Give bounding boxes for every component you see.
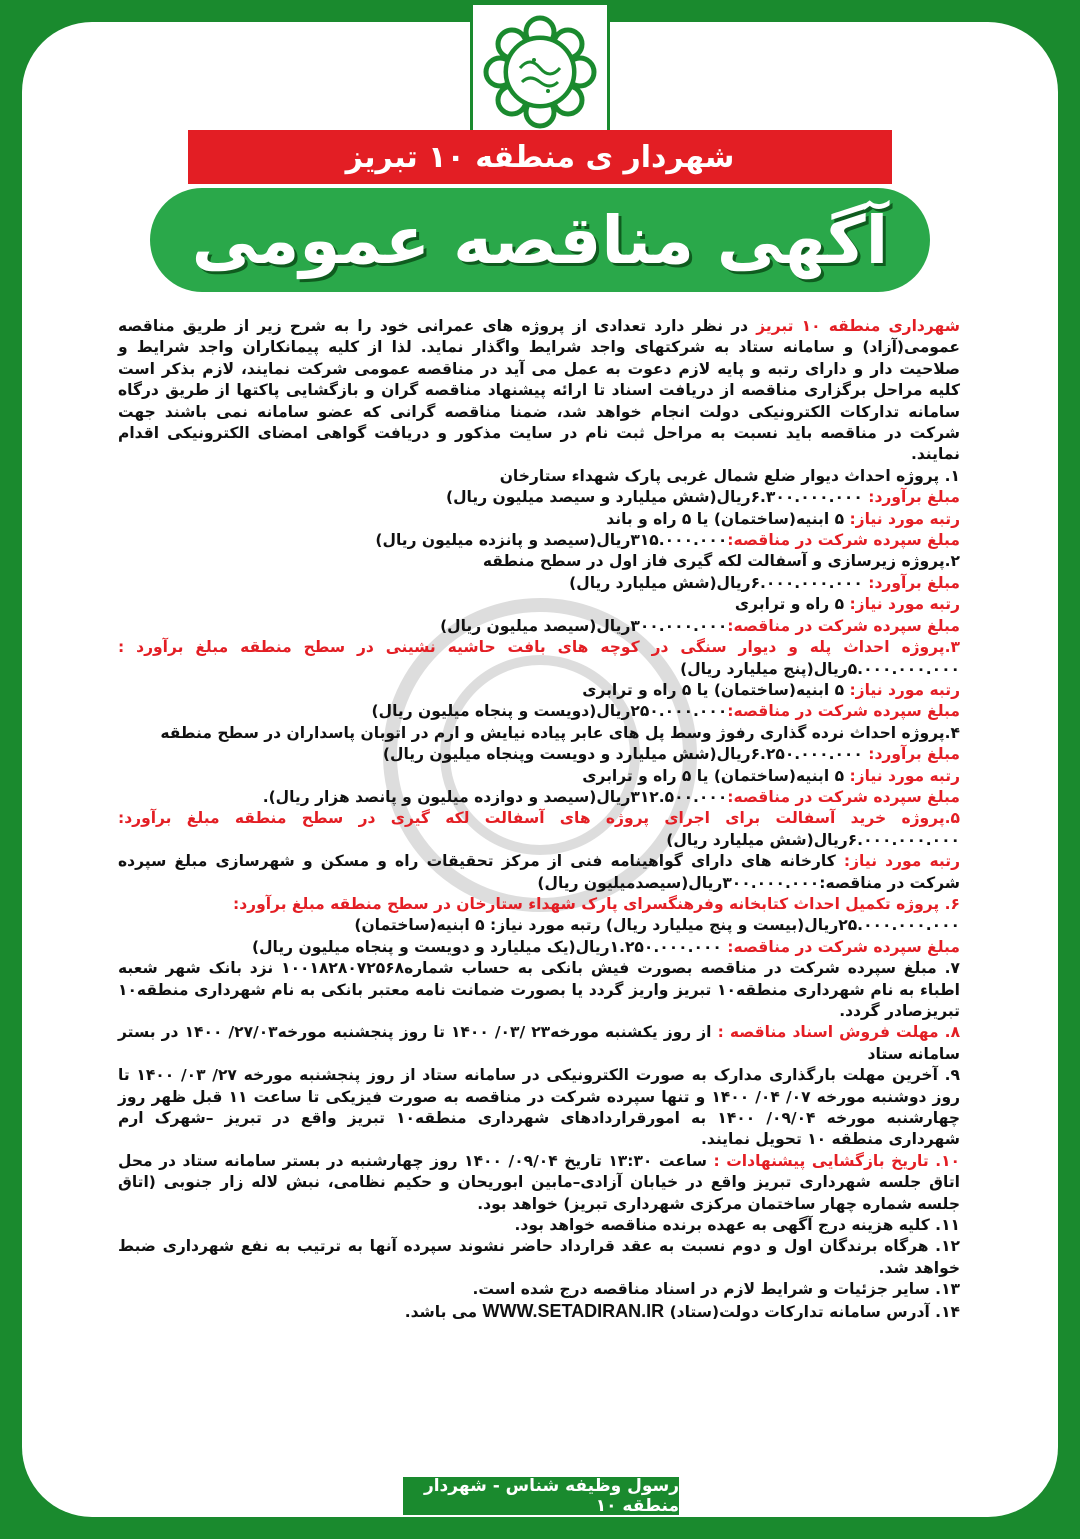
org-banner: شهردار ی منطقه ۱۰ تبریز: [188, 130, 892, 184]
project-4-estimate: مبلغ برآورد: ۶.۲۵۰.۰۰۰.۰۰۰ریال(شش میلیارد و دویست وپنجاه میلیون ریال): [382, 745, 960, 764]
municipality-logo: [470, 2, 610, 142]
project-2-rank: رتبه مورد نیاز: ۵ راه و ترابری: [734, 595, 960, 614]
clause-14: ۱۴. آدرس سامانه تدارکات دولت(ستاد) WWW.SETADIRAN.IR می باشد.: [404, 1300, 960, 1321]
signature-box: رسول وظیفه شناس - شهردار منطقه ۱۰: [403, 1477, 679, 1515]
clause-9: ۹. آخرین مهلت بارگذاری مدارک به صورت الکترونیکی در سامانه ستاد از روز پنجشنبه مورخه ۲۷/ ۰۳/ ۱۴۰۰ تا روز دوشنبه مورخه ۰۷/ ۰۴/ ۱۴۰۰ و تنها سپرده شرکت در مناقصه به صورت فیزیکی تا ساعت ۱۱ قبل ظهر روز چهارشنبه مورخه ۰۹/۰۴/ ۱۴۰۰ به امورقراردادهای شهرداری منطقه۱۰ تبریز واقع در تبریز –شهرک ارم شهرداری منطقه ۱۰ تحویل نمایند.: [118, 1066, 960, 1149]
project-1-estimate: مبلغ برآورد: ۶.۳۰۰.۰۰۰.۰۰۰ریال(شش میلیارد و سیصد میلیون ریال): [446, 488, 960, 507]
project-6-title: ۶. پروژه تکمیل احداث کتابخانه وفرهنگسرای پارک شهداء ستارخان در سطح منطقه مبلغ برآورد:: [233, 894, 960, 913]
project-4-deposit: مبلغ سپرده شرکت در مناقصه:۳۱۲.۵۰۰.۰۰۰ریال(سیصد و دوازده میلیون و پانصد هزار ریال).: [262, 787, 960, 806]
org-name: شهرداری منطقه ۱۰ تبریز: [756, 317, 960, 335]
project-3-deposit: مبلغ سپرده شرکت در مناقصه:۲۵۰.۰۰۰.۰۰۰ریال(دویست و پنجاه میلیون ریال): [371, 702, 960, 721]
project-1-deposit: مبلغ سپرده شرکت در مناقصه:۳۱۵.۰۰۰.۰۰۰ریال(سیصد و پانزده میلیون ریال): [375, 531, 960, 550]
project-4-rank: رتبه مورد نیاز: ۵ ابنیه(ساختمان) یا ۵ راه و ترابری: [582, 766, 960, 785]
notice-title: آگهی مناقصه عمومی: [150, 188, 930, 292]
intro-text: در نظر دارد تعدادی از پروژه های عمرانی خود را به شرح زیر از طریق مناقصه عمومی(آزاد) و سامانه ستاد به شرکتهای واجد شرایط واگذار نماید. لذا از کلیه پیمانکاران واجد شرایط و صلاحیت دار و دارای رتبه و پایه لازم دعوت به عمل می آید در مناقصه عمومی شرکت نمایند، لازم بذکر است کلیه مراحل برگزاری مناقصه از دریافت اسناد تا ارائه پیشنهاد مناقصه گران و بازگشایی پاکتها از طریق درگاه سامانه تدارکات الکترونیکی دولت انجام خواهد شد، ضمنا مناقصه گرانی که عضو سامانه نمی باشند جهت شرکت در مناقصه باید نسبت به مراحل ثبت نام در سایت مذکور و دریافت گواهی امضای الکترونیکی اقدام نمایند.: [118, 317, 960, 464]
project-1-title: ۱. پروژه احداث دیوار ضلع شمال غربی پارک شهداء ستارخان: [499, 466, 960, 485]
project-2-title: ۲.پروژه زیرسازی و آسفالت لکه گیری فاز اول در سطح منطقه: [482, 552, 960, 571]
notice-body: [118, 316, 960, 1323]
clause-7: ۷. مبلغ سپرده شرکت در مناقصه بصورت فیش بانکی به حساب شماره۱۰۰۱۸۲۸۰۷۲۵۶۸ نزد بانک شهر شعبه اطباء به نام شهرداری منطقه۱۰ تبریز واریز گردد یا بصورت ضمانت نامه معتبر بانکی به نام شهرداری منطقه۱۰ تبریزصادر گردد.: [118, 959, 960, 1020]
project-5-title: ۵.پروژه خرید آسفالت برای اجرای پروژه های آسفالت لکه گیری در سطح منطقه مبلغ برآورد: ۶.۰۰۰.۰۰۰.۰۰۰ریال(شش میلیارد ریال): [118, 809, 960, 849]
clause-11: ۱۱. کلیه هزینه درج آگهی به عهده برنده مناقصه خواهد بود.: [514, 1216, 960, 1235]
project-2-deposit: مبلغ سپرده شرکت در مناقصه:۳۰۰.۰۰۰.۰۰۰ریال(سیصد میلیون ریال): [440, 616, 960, 635]
clause-13: ۱۳. سایر جزئیات و شرایط لازم در اسناد مناقصه درج شده است.: [472, 1280, 960, 1299]
project-1-rank: رتبه مورد نیاز: ۵ ابنیه(ساختمان) یا ۵ راه و باند: [606, 509, 960, 528]
intro-paragraph: [118, 316, 960, 466]
clause-12: ۱۲. هرگاه برندگان اول و دوم نسبت به عقد قرارداد حاضر نشوند سپرده آنها به ترتیب به نفع شهرداری ضبط خواهد شد.: [118, 1237, 960, 1277]
clause-8: ۸. مهلت فروش اسناد مناقصه : از روز یکشنبه مورخه۲۳ /۰۳/ ۱۴۰۰ تا روز پنجشنبه مورخه۲۷/۰۳/ ۱۴۰۰ در بستر سامانه ستاد: [118, 1023, 961, 1063]
project-3-rank: رتبه مورد نیاز: ۵ ابنیه(ساختمان) یا ۵ راه و ترابری: [582, 680, 960, 699]
project-6-estimate: ۲۵.۰۰۰.۰۰۰.۰۰۰ریال(بیست و پنج میلیارد ریال) رتبه مورد نیاز: ۵ ابنیه(ساختمان): [354, 916, 960, 935]
project-6-deposit: مبلغ سپرده شرکت در مناقصه: ۱.۲۵۰.۰۰۰.۰۰۰ریال(یک میلیارد و دویست و پنجاه میلیون ریال): [252, 937, 960, 956]
clause-10: ۱۰. تاریخ بازگشایی پیشنهادات : ساعت ۱۳:۳۰ تاریخ ۰۹/۰۴/ ۱۴۰۰ روز چهارشنبه در بستر سامانه ستاد در محل اتاق جلسه شهرداری تبریز واقع در خیابان آزادی–مابین ابوریحان و حکیم نظامی، نبش لاله زار جنوبی (اتاق جلسه شماره چهار ساختمان مرکزی شهرداری تبریز) خواهد بود.: [118, 1151, 960, 1213]
flower-logo-icon: [476, 8, 604, 136]
project-5-rank: رتبه مورد نیاز: کارخانه های دارای گواهینامه فنی از مرکز تحقیقات راه و مسکن و شهرسازی مبلغ سپرده شرکت در مناقصه:۳۰۰.۰۰۰.۰۰۰ریال(سیصدمیلیون ریال): [118, 852, 960, 892]
project-3-title: ۳.پروژه احداث پله و دیوار سنگی در کوچه های بافت حاشیه نشینی در سطح منطقه مبلغ برآورد : ۵.۰۰۰.۰۰۰.۰۰۰ریال(پنج میلیارد ریال): [118, 638, 960, 678]
setad-website-link[interactable]: WWW.SETADIRAN.IR: [482, 1300, 665, 1321]
project-4-title: ۴.پروژه احداث نرده گذاری رفوژ وسط پل های عابر پیاده نیایش و ارم در اتوبان پاسداران در سطح منطقه: [160, 723, 960, 742]
project-2-estimate: مبلغ برآورد: ۶.۰۰۰.۰۰۰.۰۰۰ریال(شش میلیارد ریال): [569, 573, 960, 592]
